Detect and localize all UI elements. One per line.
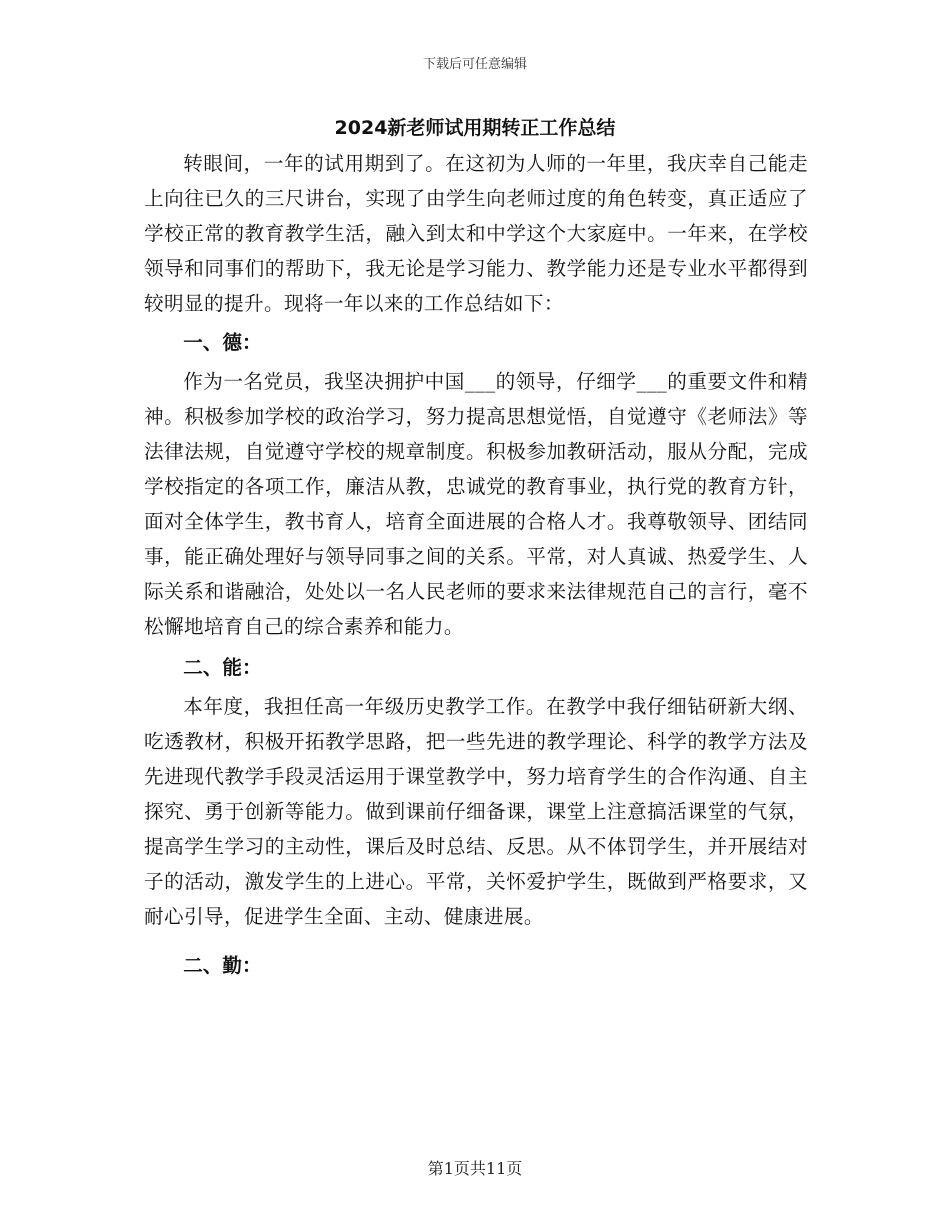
intro-paragraph: 转眼间，一年的试用期到了。在这初为人师的一年里，我庆幸自己能走上向往已久的三尺讲台，实现了由学生向老师过度的角色转变，真正适应了学校正常的教育教学生活，融入到太和中学这个大家庭中。一年来，在学校领导和同事们的帮助下，我无论是学习能力、教学能力还是专业水平都得到较明显的提升。现将一年以来的工作总结如下： xyxy=(144,152,808,315)
section-heading-de: 一、德： xyxy=(183,331,262,354)
section-heading-neng: 二、能： xyxy=(183,656,262,679)
section-body-neng: 本年度，我担任高一年级历史教学工作。在教学中我仔细钻研新大纲、吃透教材，积极开拓教学思路，把一些先进的教学理论、科学的教学方法及先进现代教学手段灵活运用于课堂教学中，努力培育学生的合作沟通、自主探究、勇于创新等能力。做到课前仔细备课，课堂上注意搞活课堂的气氛，提高学生学习的主动性，课后及时总结、反思。从不体罚学生，并开展结对子的活动，激发学生的上进心。平常，关怀爱护学生，既做到严格要求，又耐心引导，促进学生全面、主动、健康进展。 xyxy=(144,695,808,928)
document-body xyxy=(144,146,808,983)
header-note: 下载后可任意编辑 xyxy=(422,57,527,72)
document-title: 2024新老师试用期转正工作总结 xyxy=(334,117,616,139)
page-number-footer: 第1页共11页 xyxy=(427,1159,523,1178)
section-body-de: 作为一名党员，我坚决拥护中国___的领导，仔细学___的重要文件和精神。积极参加学校的政治学习，努力提高思想觉悟，自觉遵守《老师法》等法律法规，自觉遵守学校的规章制度。积极参加教研活动，服从分配，完成学校指定的各项工作，廉洁从教，忠诚党的教育事业，执行党的教育方针，面对全体学生，教书育人，培育全面进展的合格人才。我尊敬领导、团结同事，能正确处理好与领导同事之间的关系。平常，对人真诚、热爱学生、人际关系和谐融洽，处处以一名人民老师的要求来法律规范自己的言行，毫不松懈地培育自己的综合素养和能力。 xyxy=(144,370,808,638)
section-heading-qin: 二、勤： xyxy=(183,954,262,977)
